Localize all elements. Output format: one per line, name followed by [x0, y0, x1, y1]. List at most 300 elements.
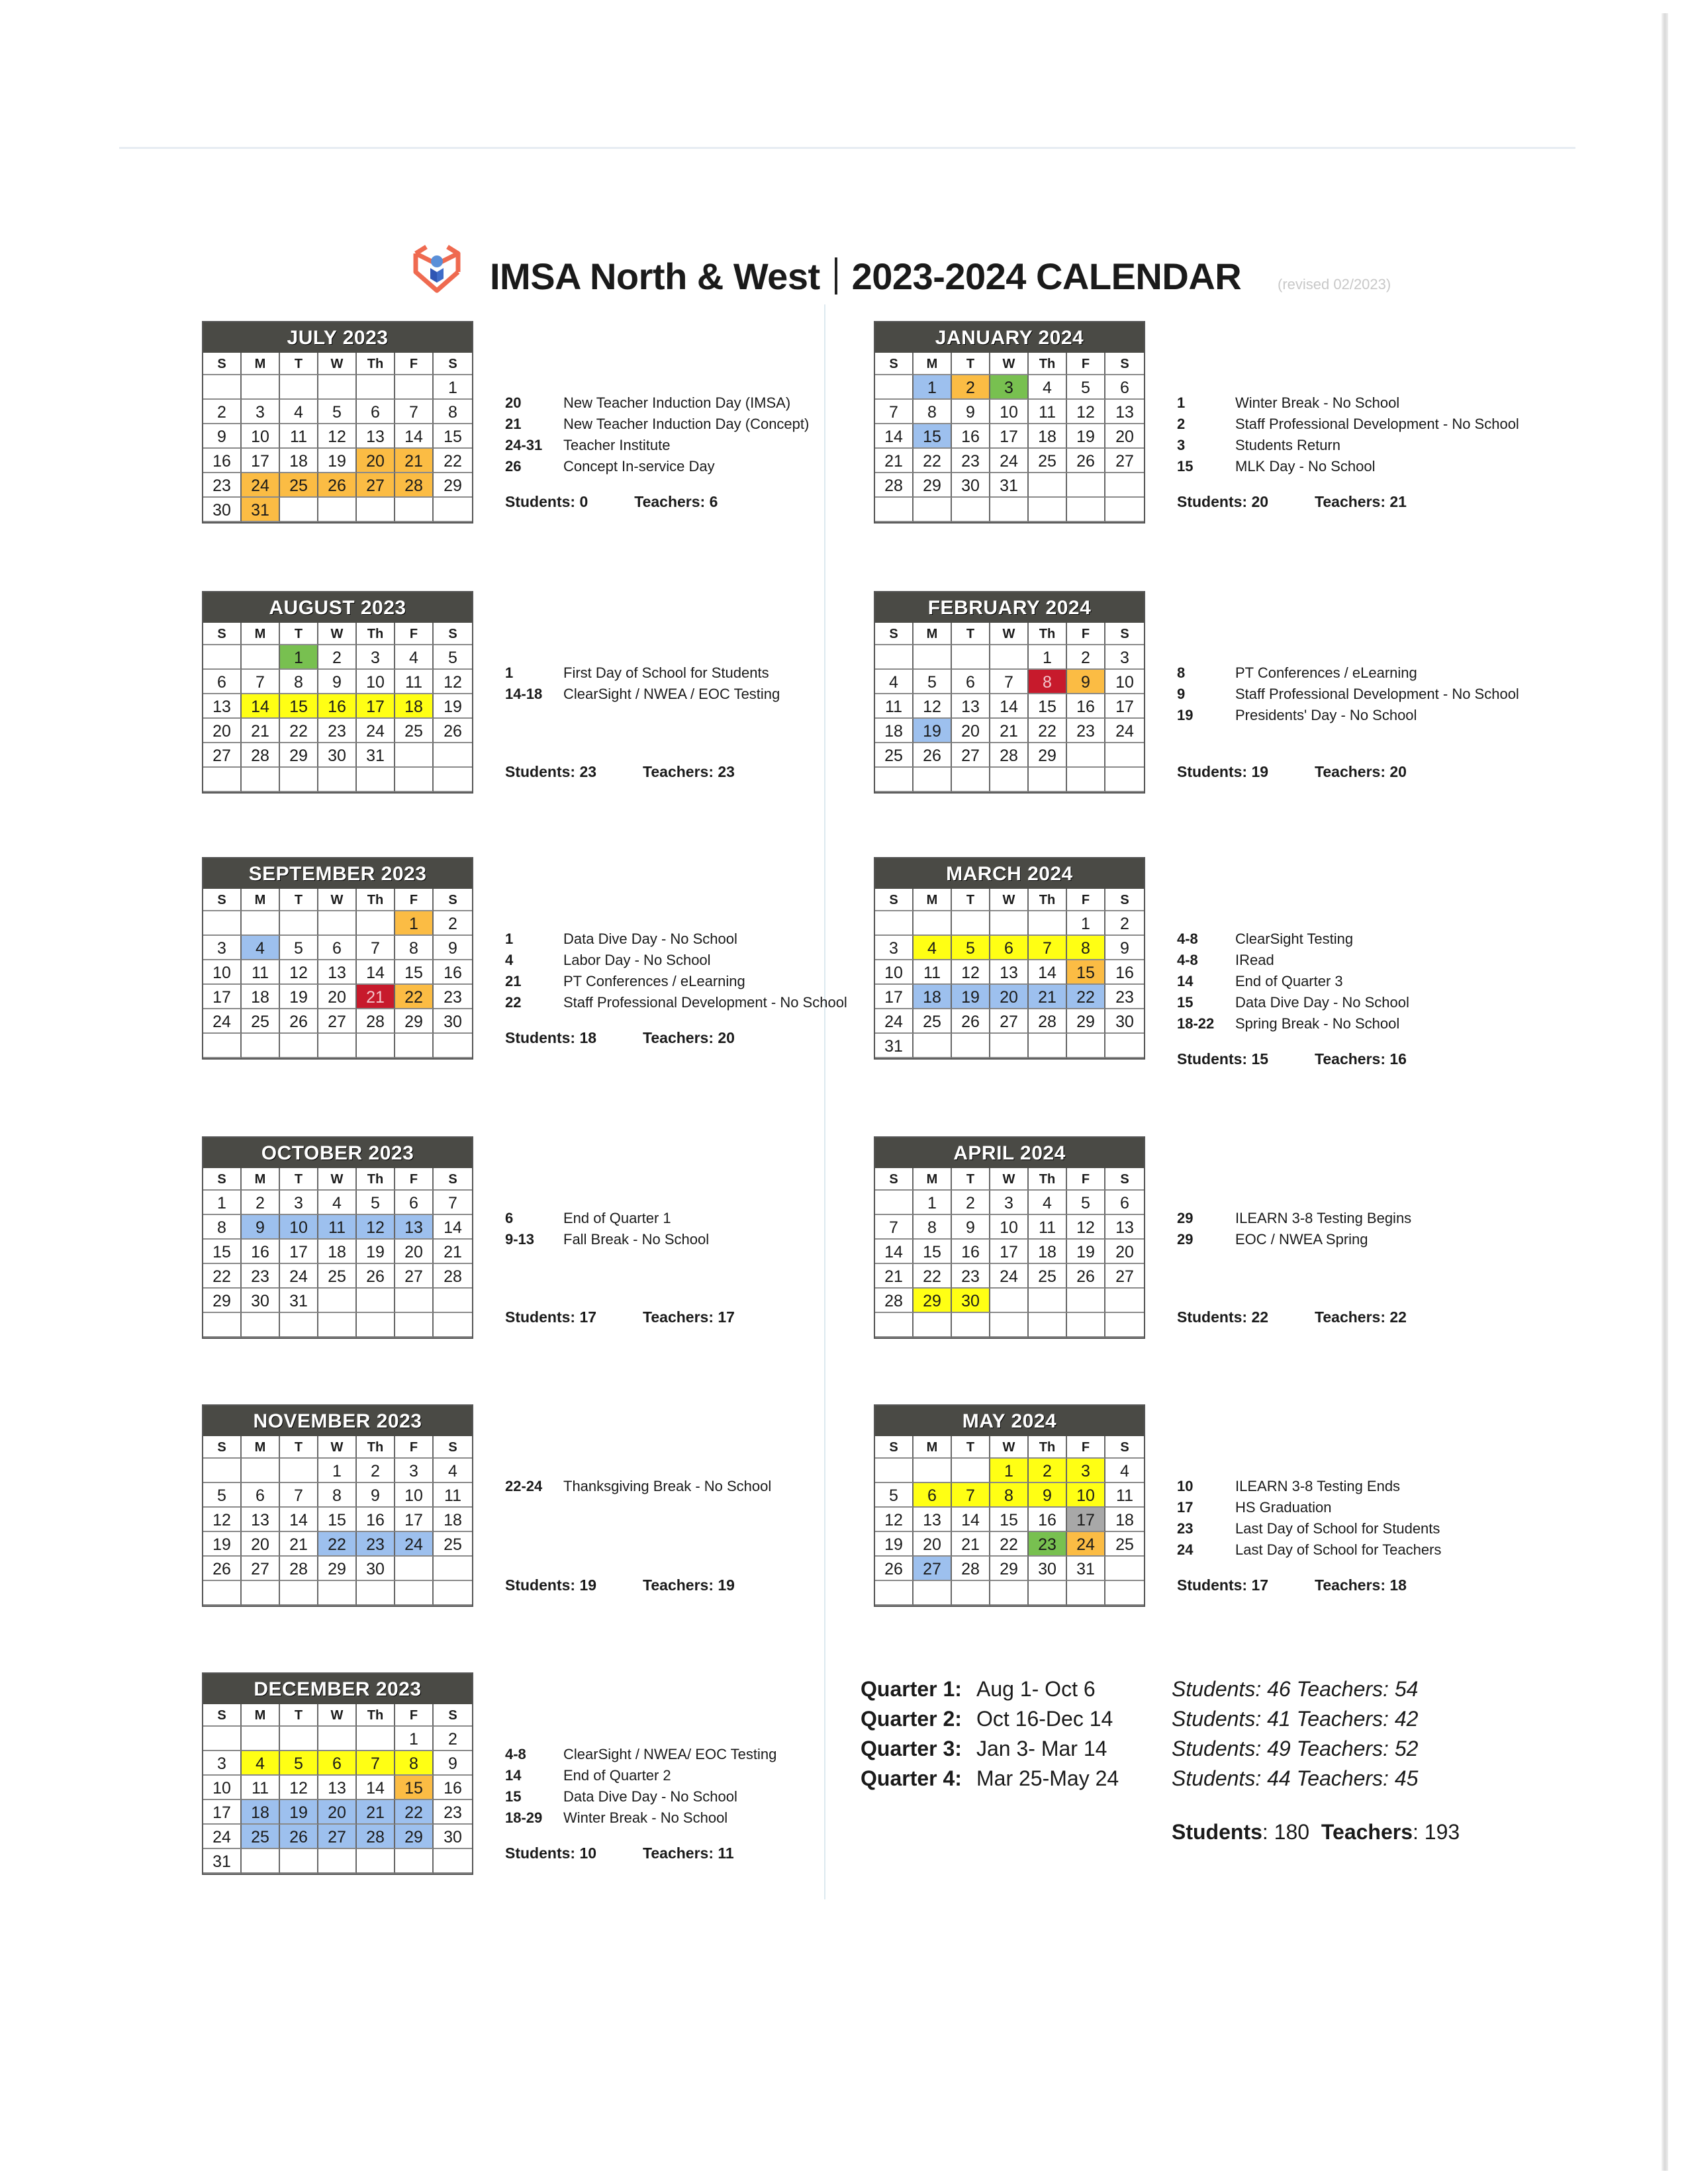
day-cell: 5	[1067, 375, 1105, 400]
day-cell: 21	[875, 1264, 914, 1289]
empty-cell	[242, 375, 280, 400]
students-count: Students: 18	[505, 1029, 597, 1046]
empty-cell	[242, 1313, 280, 1338]
event-item	[1177, 1518, 1441, 1539]
day-cell: 19	[1067, 1240, 1105, 1264]
empty-cell	[952, 1459, 990, 1483]
day-cell: 16	[357, 1508, 395, 1532]
day-cell: 27	[395, 1264, 434, 1289]
day-cell: 16	[952, 1240, 990, 1264]
day-cell: 30	[1029, 1557, 1067, 1581]
totals-students-label: Students	[1172, 1820, 1262, 1844]
day-cell: 4	[395, 645, 434, 670]
empty-cell	[318, 768, 357, 792]
day-cell: 22	[914, 449, 952, 473]
day-cell: 18	[914, 985, 952, 1009]
day-cell: 17	[990, 424, 1029, 449]
day-cell: 25	[1105, 1532, 1144, 1557]
day-cell: 21	[280, 1532, 318, 1557]
empty-cell	[203, 911, 242, 936]
empty-cell	[952, 645, 990, 670]
day-cell: 20	[357, 449, 395, 473]
day-cell: 30	[952, 1289, 990, 1313]
weekday-header: Th	[357, 623, 395, 645]
empty-cell	[280, 1459, 318, 1483]
empty-cell	[990, 645, 1029, 670]
weekday-header: F	[395, 623, 434, 645]
event-label: PT Conferences / eLearning	[1235, 664, 1417, 681]
day-cell: 1	[395, 911, 434, 936]
day-cell: 28	[875, 1289, 914, 1313]
empty-cell	[280, 911, 318, 936]
day-cell: 13	[952, 694, 990, 719]
day-cell: 29	[1067, 1009, 1105, 1034]
day-cell: 21	[434, 1240, 472, 1264]
month-day-counts	[505, 763, 735, 781]
month-block	[202, 591, 857, 829]
day-cell: 24	[242, 473, 280, 498]
empty-cell	[1105, 1289, 1144, 1313]
students-count: Students: 23	[505, 763, 597, 780]
event-item	[505, 1807, 776, 1829]
month-block	[874, 857, 1529, 1095]
day-cell: 6	[318, 936, 357, 960]
day-cell: 29	[990, 1557, 1029, 1581]
event-date: 15	[1177, 994, 1194, 1011]
event-label: Concept In-service Day	[563, 458, 715, 475]
month-title: DECEMBER 2023	[203, 1674, 472, 1704]
day-cell: 19	[875, 1532, 914, 1557]
empty-cell	[395, 743, 434, 768]
event-date: 15	[1177, 458, 1194, 475]
quarter-label: Quarter 1:	[861, 1677, 962, 1701]
day-cell: 6	[318, 1751, 357, 1776]
empty-cell	[990, 1289, 1029, 1313]
day-cell: 23	[434, 1800, 472, 1825]
weekday-header: Th	[1029, 1436, 1067, 1459]
day-cell: 28	[990, 743, 1029, 768]
empty-cell	[203, 1313, 242, 1338]
day-cell: 18	[875, 719, 914, 743]
empty-cell	[1105, 768, 1144, 792]
empty-cell	[1067, 1581, 1105, 1606]
day-cell: 23	[1067, 719, 1105, 743]
day-cell: 28	[357, 1825, 395, 1849]
day-cell: 29	[1029, 743, 1067, 768]
event-list	[1177, 1208, 1411, 1250]
day-cell: 16	[1105, 960, 1144, 985]
event-item	[1177, 1208, 1411, 1229]
day-cell: 2	[318, 645, 357, 670]
day-cell: 6	[914, 1483, 952, 1508]
quarter-row	[861, 1704, 1419, 1734]
weekday-header: M	[914, 1436, 952, 1459]
day-cell: 22	[395, 1800, 434, 1825]
day-cell: 8	[914, 400, 952, 424]
day-cell: 19	[357, 1240, 395, 1264]
day-cell: 20	[1105, 424, 1144, 449]
day-cell: 12	[875, 1508, 914, 1532]
month-calendar	[202, 857, 473, 1060]
day-cell: 10	[990, 1215, 1029, 1240]
day-cell: 6	[952, 670, 990, 694]
event-label: Presidents' Day - No School	[1235, 707, 1417, 723]
day-cell: 24	[395, 1532, 434, 1557]
day-cell: 18	[434, 1508, 472, 1532]
day-cell: 18	[242, 1800, 280, 1825]
event-item	[505, 1476, 771, 1497]
empty-cell	[203, 768, 242, 792]
day-cell: 1	[990, 1459, 1029, 1483]
month-day-counts	[1177, 1050, 1407, 1068]
day-cell: 15	[434, 424, 472, 449]
weekday-header: S	[875, 1168, 914, 1191]
day-cell: 4	[1029, 1191, 1067, 1215]
day-cell: 4	[914, 936, 952, 960]
day-cell: 9	[434, 1751, 472, 1776]
empty-cell	[280, 498, 318, 522]
day-cell: 16	[318, 694, 357, 719]
empty-cell	[395, 1289, 434, 1313]
event-date: 10	[1177, 1478, 1194, 1494]
event-date: 14-18	[505, 686, 543, 702]
day-cell: 21	[990, 719, 1029, 743]
empty-cell	[1029, 911, 1067, 936]
day-cell: 25	[1029, 1264, 1067, 1289]
weekday-header: S	[434, 623, 472, 645]
event-list	[1177, 392, 1519, 477]
day-cell: 25	[242, 1825, 280, 1849]
event-label: Winter Break - No School	[1235, 394, 1400, 411]
day-cell: 14	[952, 1508, 990, 1532]
weekday-header: S	[434, 1168, 472, 1191]
empty-cell	[203, 1034, 242, 1058]
weekday-header: F	[1067, 1436, 1105, 1459]
day-cell: 17	[357, 694, 395, 719]
event-item	[505, 1744, 776, 1765]
event-label: MLK Day - No School	[1235, 458, 1376, 475]
day-cell: 3	[875, 936, 914, 960]
day-cell: 22	[434, 449, 472, 473]
weekday-header: S	[203, 623, 242, 645]
day-cell: 11	[914, 960, 952, 985]
day-cell: 13	[203, 694, 242, 719]
event-item	[505, 1208, 709, 1229]
title-separator	[835, 257, 837, 295]
day-cell: 28	[875, 473, 914, 498]
event-item	[505, 392, 809, 414]
day-cell: 25	[280, 473, 318, 498]
empty-cell	[203, 1727, 242, 1751]
empty-cell	[875, 375, 914, 400]
empty-cell	[203, 1459, 242, 1483]
weekday-header: W	[990, 623, 1029, 645]
event-item	[505, 1765, 776, 1786]
day-cell: 5	[357, 1191, 395, 1215]
event-label: End of Quarter 3	[1235, 973, 1343, 989]
page-title	[490, 255, 1241, 298]
day-cell: 8	[434, 400, 472, 424]
empty-cell	[280, 1581, 318, 1606]
month-title: JANUARY 2024	[875, 322, 1144, 353]
day-cell: 14	[280, 1508, 318, 1532]
event-label: Data Dive Day - No School	[563, 1788, 737, 1805]
weekday-header: T	[280, 623, 318, 645]
month-grid	[875, 889, 1144, 1058]
empty-cell	[357, 1289, 395, 1313]
weekday-header: M	[242, 1168, 280, 1191]
quarter-range: Mar 25-May 24	[976, 1766, 1119, 1790]
day-cell: 31	[357, 743, 395, 768]
day-cell: 28	[280, 1557, 318, 1581]
day-cell: 30	[357, 1557, 395, 1581]
day-cell: 8	[280, 670, 318, 694]
empty-cell	[280, 1727, 318, 1751]
day-cell: 9	[434, 936, 472, 960]
day-cell: 1	[1029, 645, 1067, 670]
totals-students-value: : 180	[1262, 1820, 1310, 1844]
day-cell: 28	[434, 1264, 472, 1289]
day-cell: 28	[242, 743, 280, 768]
day-cell: 5	[280, 936, 318, 960]
empty-cell	[990, 1313, 1029, 1338]
day-cell: 27	[318, 1009, 357, 1034]
day-cell: 20	[203, 719, 242, 743]
month-title: MAY 2024	[875, 1406, 1144, 1436]
empty-cell	[990, 1034, 1029, 1058]
day-cell: 8	[395, 936, 434, 960]
weekday-header: S	[875, 353, 914, 375]
weekday-header: M	[242, 1704, 280, 1727]
month-title: APRIL 2024	[875, 1138, 1144, 1168]
day-cell: 1	[1067, 911, 1105, 936]
empty-cell	[1029, 768, 1067, 792]
day-cell: 15	[1067, 960, 1105, 985]
month-title: NOVEMBER 2023	[203, 1406, 472, 1436]
day-cell: 11	[1029, 1215, 1067, 1240]
day-cell: 2	[952, 1191, 990, 1215]
day-cell: 17	[203, 1800, 242, 1825]
day-cell: 6	[242, 1483, 280, 1508]
day-cell: 18	[1029, 1240, 1067, 1264]
day-cell: 31	[280, 1289, 318, 1313]
empty-cell	[1067, 498, 1105, 522]
weekday-header: T	[280, 353, 318, 375]
event-date: 6	[505, 1210, 514, 1226]
weekday-header: Th	[1029, 1168, 1067, 1191]
empty-cell	[242, 645, 280, 670]
day-cell: 12	[434, 670, 472, 694]
event-date: 24	[1177, 1541, 1194, 1558]
day-cell: 7	[952, 1483, 990, 1508]
empty-cell	[1029, 1034, 1067, 1058]
day-cell: 11	[318, 1215, 357, 1240]
day-cell: 22	[318, 1532, 357, 1557]
day-cell: 26	[952, 1009, 990, 1034]
weekday-header: W	[990, 889, 1029, 911]
month-grid	[203, 1704, 472, 1874]
event-label: HS Graduation	[1235, 1499, 1332, 1516]
event-item	[505, 684, 780, 705]
empty-cell	[434, 1289, 472, 1313]
event-label: Last Day of School for Teachers	[1235, 1541, 1442, 1558]
day-cell: 18	[280, 449, 318, 473]
empty-cell	[395, 1034, 434, 1058]
event-list	[1177, 929, 1409, 1034]
event-date: 26	[505, 458, 522, 475]
day-cell: 27	[914, 1557, 952, 1581]
day-cell: 10	[875, 960, 914, 985]
day-cell: 15	[990, 1508, 1029, 1532]
empty-cell	[318, 911, 357, 936]
day-cell: 13	[990, 960, 1029, 985]
day-cell: 14	[357, 1776, 395, 1800]
month-block	[202, 857, 857, 1095]
day-cell: 8	[1029, 670, 1067, 694]
event-list	[1177, 662, 1519, 726]
empty-cell	[1067, 473, 1105, 498]
day-cell: 15	[395, 1776, 434, 1800]
day-cell: 15	[914, 424, 952, 449]
weekday-header: T	[952, 623, 990, 645]
empty-cell	[1029, 1313, 1067, 1338]
day-cell: 4	[242, 936, 280, 960]
weekday-header: M	[914, 353, 952, 375]
month-block	[874, 591, 1529, 829]
day-cell: 23	[952, 1264, 990, 1289]
event-item	[1177, 992, 1409, 1013]
day-cell: 14	[434, 1215, 472, 1240]
day-cell: 11	[434, 1483, 472, 1508]
weekday-header: M	[914, 1168, 952, 1191]
day-cell: 3	[1105, 645, 1144, 670]
day-cell: 20	[318, 985, 357, 1009]
event-label: PT Conferences / eLearning	[563, 973, 745, 989]
day-cell: 10	[990, 400, 1029, 424]
event-item	[1177, 1497, 1441, 1518]
empty-cell	[952, 498, 990, 522]
day-cell: 19	[1067, 424, 1105, 449]
weekday-header: T	[280, 1436, 318, 1459]
day-cell: 21	[242, 719, 280, 743]
day-cell: 25	[318, 1264, 357, 1289]
day-cell: 22	[203, 1264, 242, 1289]
month-calendar	[202, 591, 473, 794]
empty-cell	[242, 1459, 280, 1483]
event-label: ILEARN 3-8 Testing Begins	[1235, 1210, 1412, 1226]
quarter-counts: Students: 44 Teachers: 45	[1172, 1766, 1419, 1790]
day-cell: 3	[1067, 1459, 1105, 1483]
day-cell: 23	[318, 719, 357, 743]
weekday-header: W	[318, 889, 357, 911]
day-cell: 16	[1029, 1508, 1067, 1532]
day-cell: 18	[395, 694, 434, 719]
empty-cell	[242, 768, 280, 792]
weekday-header: Th	[1029, 353, 1067, 375]
empty-cell	[280, 1313, 318, 1338]
day-cell: 5	[280, 1751, 318, 1776]
empty-cell	[434, 1313, 472, 1338]
empty-cell	[1029, 498, 1067, 522]
weekday-header: S	[875, 623, 914, 645]
teachers-count: Teachers: 22	[1315, 1308, 1407, 1326]
day-cell: 31	[242, 498, 280, 522]
event-item	[505, 1229, 709, 1250]
day-cell: 1	[395, 1727, 434, 1751]
event-date: 21	[505, 973, 522, 989]
empty-cell	[395, 1581, 434, 1606]
quarter-label: Quarter 4:	[861, 1766, 962, 1790]
totals-teachers-value: : 193	[1413, 1820, 1460, 1844]
day-cell: 24	[280, 1264, 318, 1289]
day-cell: 9	[357, 1483, 395, 1508]
quarter-row	[861, 1734, 1419, 1764]
empty-cell	[357, 1727, 395, 1751]
day-cell: 11	[1105, 1483, 1144, 1508]
quarter-counts: Students: 49 Teachers: 52	[1172, 1737, 1419, 1760]
day-cell: 18	[242, 985, 280, 1009]
empty-cell	[434, 498, 472, 522]
day-cell: 3	[203, 936, 242, 960]
event-item	[1177, 1476, 1441, 1497]
weekday-header: M	[242, 1436, 280, 1459]
event-date: 24-31	[505, 437, 543, 453]
day-cell: 6	[395, 1191, 434, 1215]
day-cell: 30	[1105, 1009, 1144, 1034]
day-cell: 26	[318, 473, 357, 498]
day-cell: 9	[242, 1215, 280, 1240]
event-label: IRead	[1235, 952, 1274, 968]
day-cell: 15	[395, 960, 434, 985]
day-cell: 12	[280, 960, 318, 985]
day-cell: 16	[434, 960, 472, 985]
totals-teachers-label: Teachers	[1321, 1820, 1413, 1844]
quarter-counts: Students: 46 Teachers: 54	[1172, 1677, 1419, 1701]
day-cell: 11	[242, 960, 280, 985]
event-date: 21	[505, 416, 522, 432]
weekday-header: S	[1105, 353, 1144, 375]
day-cell: 27	[990, 1009, 1029, 1034]
weekday-header: T	[952, 353, 990, 375]
month-grid	[203, 1168, 472, 1338]
day-cell: 12	[280, 1776, 318, 1800]
month-title: SEPTEMBER 2023	[203, 858, 472, 889]
event-date: 29	[1177, 1210, 1194, 1226]
empty-cell	[357, 1849, 395, 1874]
day-cell: 22	[990, 1532, 1029, 1557]
month-block	[874, 1136, 1529, 1375]
day-cell: 24	[203, 1009, 242, 1034]
teachers-count: Teachers: 17	[643, 1308, 735, 1326]
day-cell: 24	[1105, 719, 1144, 743]
day-cell: 2	[242, 1191, 280, 1215]
event-item	[1177, 684, 1519, 705]
day-cell: 21	[395, 449, 434, 473]
quarter-row	[861, 1764, 1419, 1794]
day-cell: 22	[914, 1264, 952, 1289]
day-cell: 2	[357, 1459, 395, 1483]
event-item	[505, 414, 809, 435]
students-count: Students: 20	[1177, 493, 1269, 510]
weekday-header: Th	[357, 889, 395, 911]
day-cell: 27	[203, 743, 242, 768]
day-cell: 16	[1067, 694, 1105, 719]
month-block	[874, 1404, 1529, 1643]
day-cell: 9	[952, 400, 990, 424]
weekday-header: F	[1067, 1168, 1105, 1191]
day-cell: 15	[280, 694, 318, 719]
day-cell: 5	[875, 1483, 914, 1508]
